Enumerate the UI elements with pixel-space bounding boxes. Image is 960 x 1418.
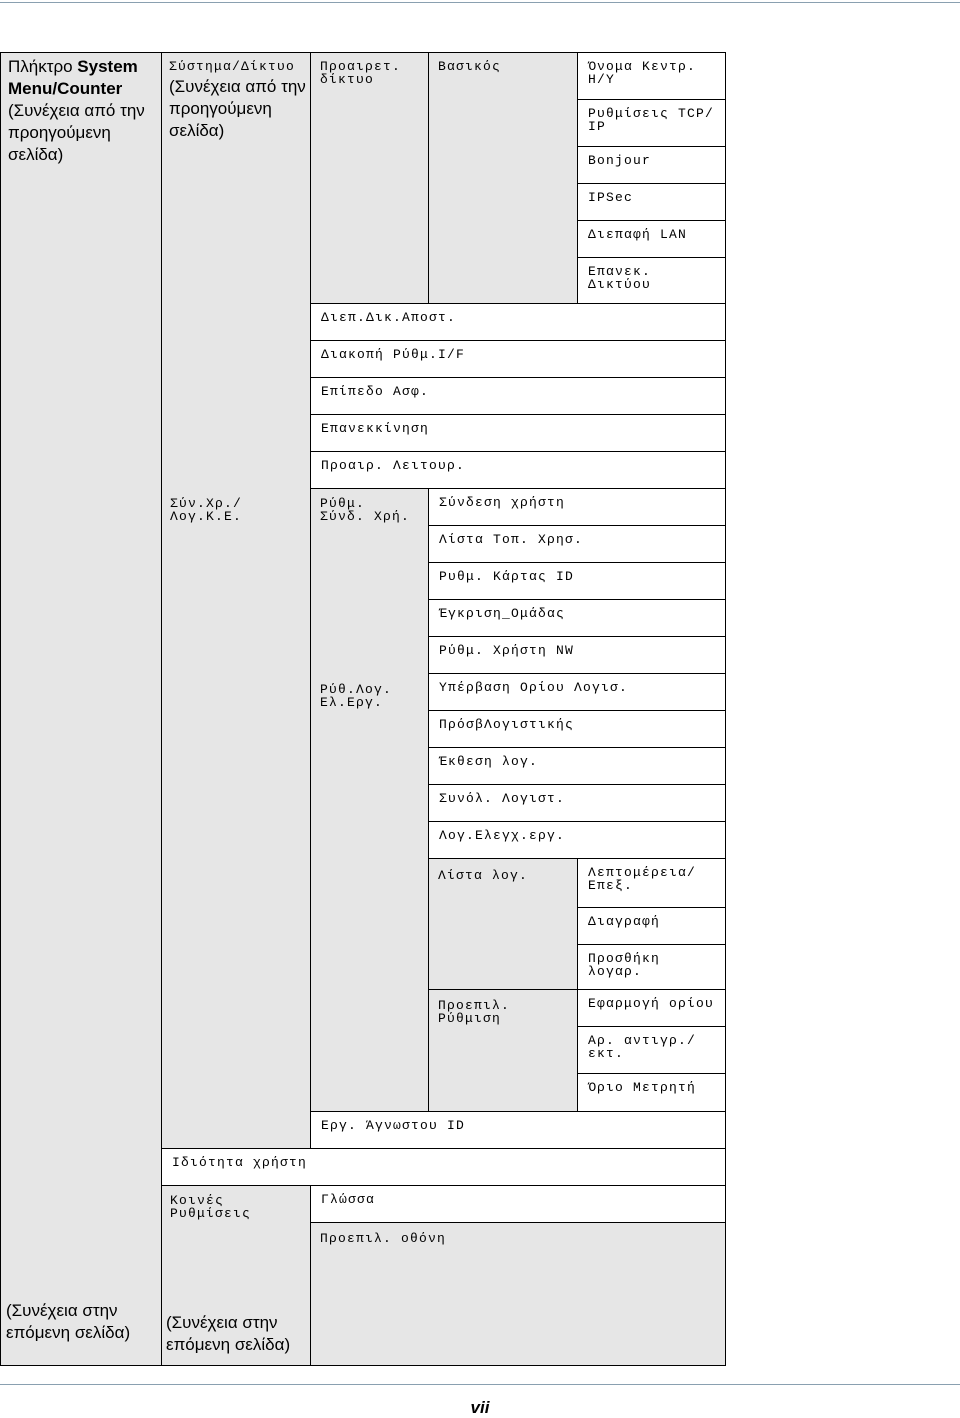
apply-limit-cell: Εφαρμογή ορίου	[577, 989, 726, 1027]
optional-network-item: Προαιρετ. δίκτυο	[320, 59, 402, 87]
counter-limit-cell: Όριο Μετρητή	[577, 1073, 726, 1112]
restart-item: Επανεκκίνηση	[310, 414, 726, 452]
account-list-item: Λίστα λογ.	[438, 868, 529, 883]
each-job-accounting-cell: Λογ.Ελεγχ.εργ.	[428, 821, 726, 859]
security-level-item: Επίπεδο Ασφ.	[310, 377, 726, 415]
nw-user-property-cell: Ρύθμ. Χρήστη NW	[428, 636, 726, 674]
ipsec-cell: IPSec	[577, 183, 726, 221]
local-user-list-cell: Λίστα Τοπ. Χρησ.	[428, 525, 726, 563]
default-setting-item: Προεπιλ. Ρύθμιση	[438, 998, 511, 1026]
host-name-cell: Όνομα Κεντρ. Η/Υ	[577, 52, 726, 100]
total-accounting-cell: Συνόλ. Λογιστ.	[428, 784, 726, 822]
col1-continued: (Συνέχεια από την προηγούμενη σελίδα)	[169, 77, 306, 140]
accounting-report-cell: Έκθεση λογ.	[428, 747, 726, 785]
col3-divider	[428, 989, 578, 990]
accounting-access-cell: ΠρόσβΛογιστικής	[428, 710, 726, 748]
id-card-settings-cell: Ρυθμ. Κάρτας ID	[428, 562, 726, 600]
system-network-label: Σύστημα/Δίκτυο	[169, 59, 296, 74]
col3-lower-box	[428, 858, 578, 1112]
lan-interface-cell: Διεπαφή LAN	[577, 220, 726, 258]
unknown-id-job-item: Εργ. Άγνωστου ID	[310, 1111, 726, 1149]
group-authorization-cell: Έγκριση_Ομάδας	[428, 599, 726, 637]
user-login-item: Σύν.Χρ./ Λογ.Κ.Ε.	[170, 496, 243, 524]
restart-network-cell: Επανεκ. Δικτύου	[577, 257, 726, 304]
col3-box	[428, 52, 578, 304]
bonjour-cell: Bonjour	[577, 146, 726, 184]
language-item: Γλώσσα	[310, 1185, 726, 1223]
col0-next: (Συνέχεια στην επόμενη σελίδα)	[6, 1301, 131, 1342]
user-property-item: Ιδιότητα χρήστη	[161, 1148, 726, 1186]
col0-continued: (Συνέχεια από την προηγούμενη σελίδα)	[8, 101, 145, 164]
basic-item: Βασικός	[438, 59, 502, 74]
user-login-cell: Σύνδεση χρήστη	[428, 488, 726, 526]
col0-box	[0, 52, 162, 1366]
limit-exceeded-cell: Υπέρβαση Ορίου Λογισ.	[428, 673, 726, 711]
col2-box	[310, 52, 429, 304]
add-account-cell: Προσθήκη λογαρ.	[577, 944, 726, 990]
optional-function-item: Προαιρ. Λειτουρ.	[310, 451, 726, 489]
detail-edit-cell: Λεπτομέρεια/ Επεξ.	[577, 858, 726, 908]
tcp-ip-settings-cell: Ρυθμίσεις TCP/ IP	[577, 99, 726, 147]
user-login-set-item: Ρύθμ. Σύνδ. Χρή.	[320, 496, 411, 524]
delete-cell: Διαγραφή	[577, 907, 726, 945]
default-screen-item: Προεπιλ. οθόνη	[320, 1231, 447, 1246]
menu-key-heading: Πλήκτρο System Menu/Counter (Συνέχεια από την προηγούμενη σελίδα)	[8, 56, 158, 166]
bottom-rule	[0, 1384, 960, 1385]
block-interface-item: Διακοπή Ρύθμ.I/F	[310, 340, 726, 378]
job-accounting-set-item: Ρύθ.Λογ. Ελ.Εργ.	[320, 682, 393, 710]
copy-print-cell: Αρ. αντιγρ./ εκτ.	[577, 1026, 726, 1074]
col1-next: (Συνέχεια στην επόμενη σελίδα)	[166, 1313, 291, 1354]
send-interface-item: Διεπ.Δικ.Αποστ.	[310, 303, 726, 341]
top-rule	[0, 2, 960, 3]
page-number: vii	[470, 1398, 490, 1417]
system-network-item	[169, 60, 309, 142]
col2-lower-box	[310, 488, 429, 1112]
common-settings-item: Κοινές Ρυθμίσεις	[170, 1193, 252, 1221]
